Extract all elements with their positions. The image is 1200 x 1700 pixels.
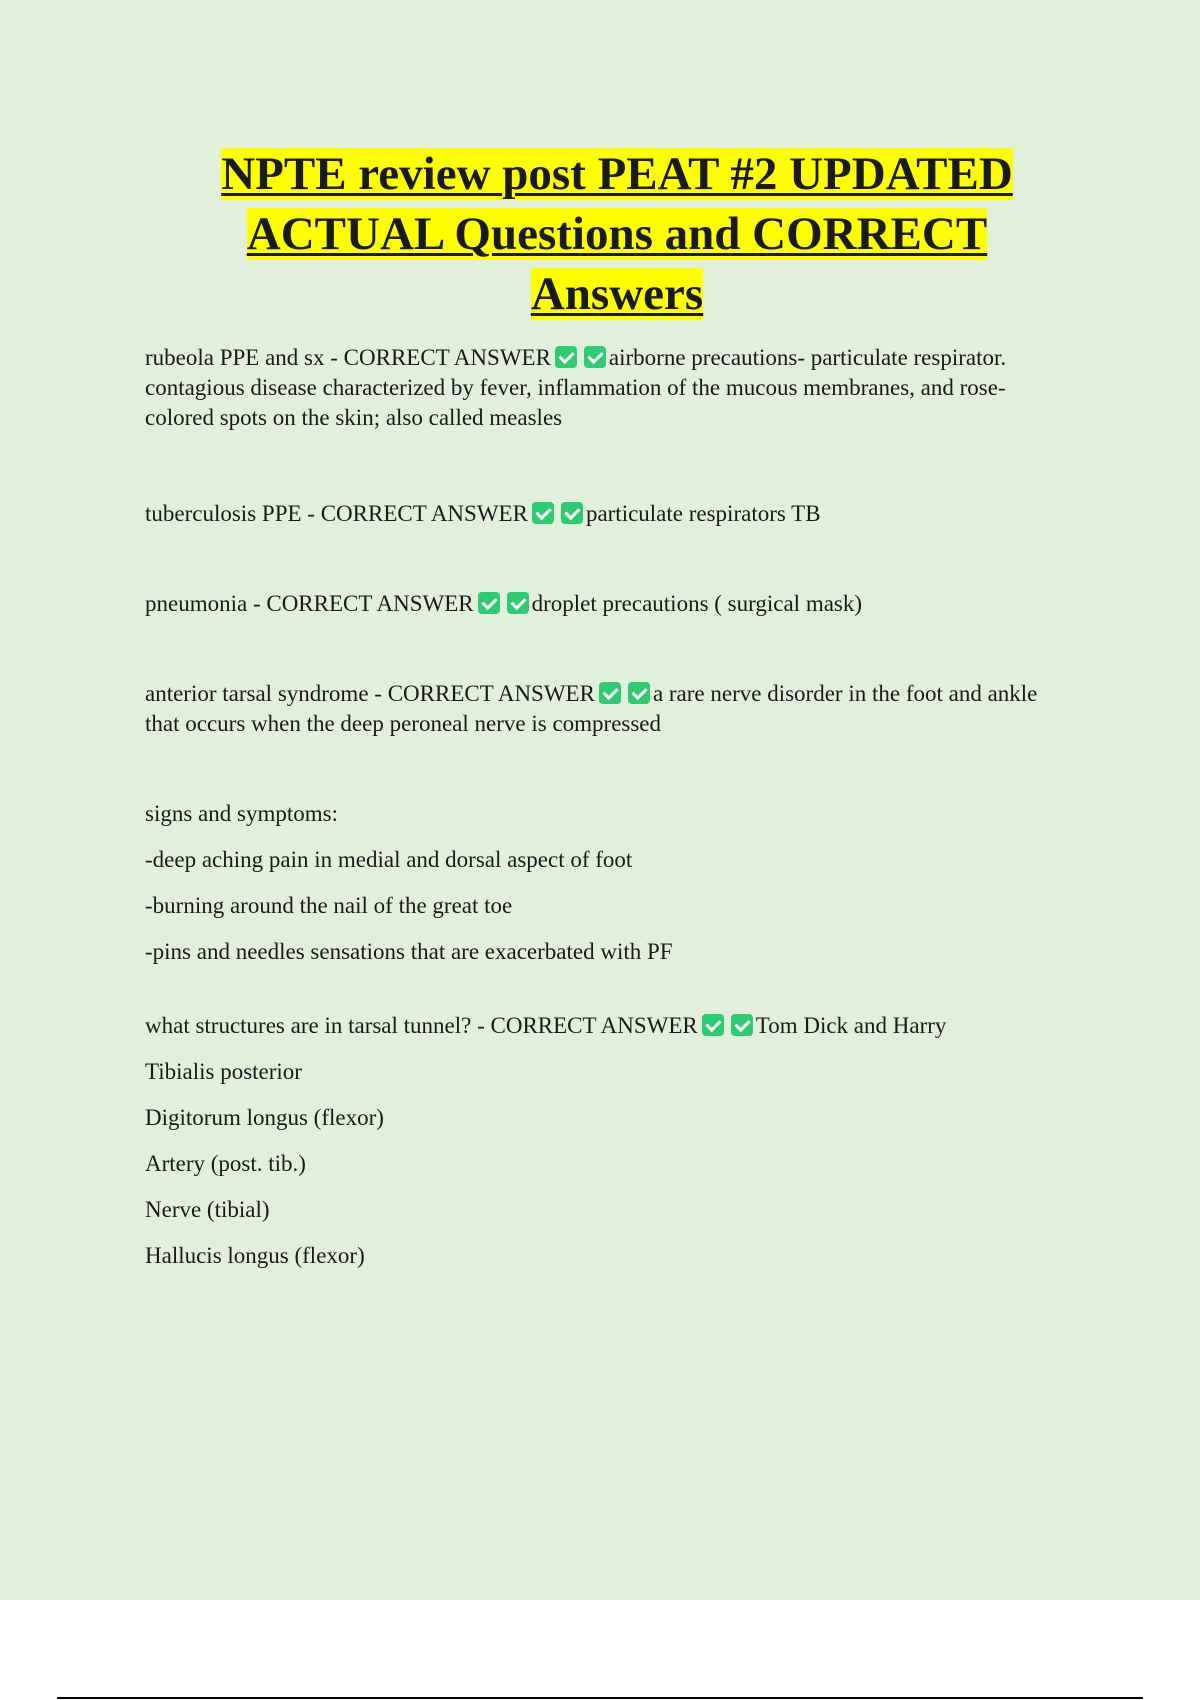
footer-divider [57, 1697, 1143, 1699]
document-title [0, 144, 1200, 324]
qa-answer: droplet precautions ( surgical mask) [531, 591, 863, 616]
qa-item-tuberculosis [145, 499, 1065, 529]
check-mark-icon [702, 1014, 724, 1036]
qa-item-rubeola [145, 343, 1065, 433]
title-line-2: ACTUAL Questions and CORRECT [246, 208, 988, 260]
check-mark-icon [599, 682, 621, 704]
check-mark-icon [532, 502, 554, 524]
qa-question: rubeola PPE and sx - CORRECT ANSWER [145, 345, 551, 370]
signs-and-symptoms [145, 791, 1065, 975]
check-mark-icon [478, 592, 500, 614]
check-mark-icon [628, 682, 650, 704]
signs-heading: signs and symptoms: [145, 801, 338, 826]
check-mark-icon [731, 1014, 753, 1036]
document-body [145, 343, 1065, 1279]
qa-item-pneumonia [145, 589, 1065, 619]
list-item: -burning around the nail of the great toe [145, 893, 513, 918]
list-item: Tibialis posterior [145, 1059, 302, 1084]
qa-answer: a rare nerve disorder in the foot and ankle that occurs when the deep peroneal nerve is compressed [145, 681, 1038, 736]
title-line-3: Answers [530, 268, 704, 320]
qa-question: what structures are in tarsal tunnel? - CORRECT ANSWER [145, 1013, 698, 1038]
title-line-1: NPTE review post PEAT #2 UPDATED [221, 148, 1013, 200]
list-item: Nerve (tibial) [145, 1197, 270, 1222]
list-item: -pins and needles sensations that are exacerbated with PF [145, 939, 673, 964]
qa-item-tarsal-tunnel [145, 1003, 1065, 1279]
list-item: Digitorum longus (flexor) [145, 1105, 384, 1130]
list-item: Artery (post. tib.) [145, 1151, 306, 1176]
qa-answer: airborne precautions- particulate respirator. contagious disease characterized by fever, inflammation of the mucous membranes, and rose-colored spots on the skin; also called measles [145, 345, 1007, 430]
qa-answer: particulate respirators TB [585, 501, 821, 526]
check-mark-icon [584, 346, 606, 368]
qa-question: anterior tarsal syndrome - CORRECT ANSWER [145, 681, 595, 706]
qa-question: pneumonia - CORRECT ANSWER [145, 591, 474, 616]
qa-answer: Tom Dick and Harry [755, 1013, 947, 1038]
list-item: -deep aching pain in medial and dorsal aspect of foot [145, 847, 633, 872]
qa-item-anterior-tarsal [145, 679, 1065, 739]
check-mark-icon [507, 592, 529, 614]
check-mark-icon [561, 502, 583, 524]
list-item: Hallucis longus (flexor) [145, 1243, 365, 1268]
qa-line [145, 1003, 1065, 1049]
check-mark-icon [555, 346, 577, 368]
qa-question: tuberculosis PPE - CORRECT ANSWER [145, 501, 528, 526]
